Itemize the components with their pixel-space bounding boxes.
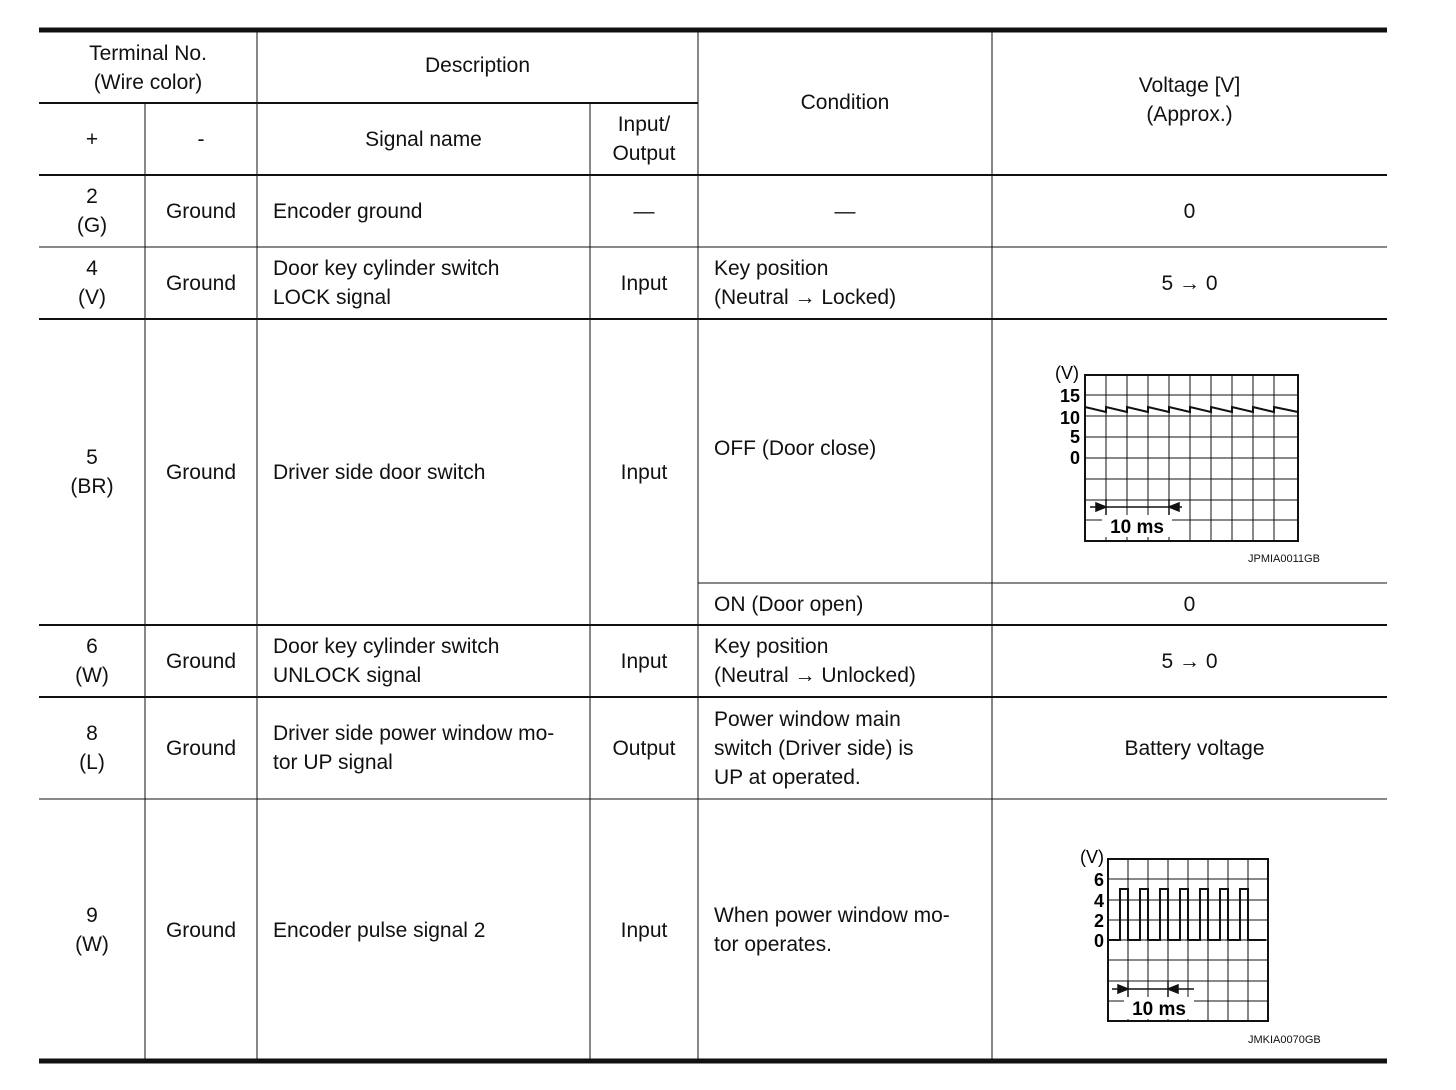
row-ground: Ground bbox=[165, 271, 237, 295]
waveform-unit: (V) bbox=[1080, 847, 1104, 867]
row-terminal: 2 (G) bbox=[76, 185, 108, 237]
waveform-tick: 0 bbox=[1069, 448, 1080, 468]
waveform-unit: (V) bbox=[1055, 363, 1079, 383]
header-description: Description bbox=[424, 53, 531, 77]
row-ground: Ground bbox=[165, 736, 237, 760]
row-condition: When power window mo- tor operates. bbox=[714, 904, 950, 956]
row-condition: — bbox=[834, 199, 856, 223]
row-voltage-2: 0 bbox=[1183, 592, 1196, 616]
row-condition: Power window main switch (Driver side) is UP at operated. bbox=[714, 707, 914, 789]
row-io: — bbox=[633, 199, 655, 223]
waveform-tick: 5 bbox=[1069, 427, 1080, 447]
row-terminal: 9 (W) bbox=[75, 904, 109, 956]
waveform-encoder-pulse bbox=[1068, 843, 1348, 1033]
row-signal: Door key cylinder switch LOCK signal bbox=[273, 257, 500, 309]
header-minus: - bbox=[197, 127, 205, 151]
waveform-door-switch bbox=[1040, 358, 1360, 573]
row-terminal: 4 (V) bbox=[78, 257, 106, 309]
waveform-timebase: 10 ms bbox=[1110, 517, 1164, 538]
figure-code: JMKIA0070GB bbox=[1248, 1034, 1321, 1046]
row-io: Output bbox=[612, 736, 676, 760]
waveform-trace bbox=[1108, 889, 1266, 940]
row-condition-2: ON (Door open) bbox=[714, 592, 864, 616]
row-condition: Key position (Neutral → Locked) bbox=[714, 257, 897, 309]
row-io: Input bbox=[620, 460, 668, 484]
row-signal: Encoder ground bbox=[273, 199, 423, 223]
row-signal: Driver side door switch bbox=[273, 460, 486, 484]
waveform-tick: 6 bbox=[1093, 870, 1104, 890]
header-terminal: Terminal No. (Wire color) bbox=[89, 41, 207, 94]
row-signal: Driver side power window mo- tor UP signal bbox=[273, 722, 555, 774]
header-voltage: Voltage [V] (Approx.) bbox=[1138, 74, 1241, 126]
row-voltage: 5 → 0 bbox=[1161, 271, 1218, 295]
row-ground: Ground bbox=[165, 460, 237, 484]
row-io: Input bbox=[620, 649, 668, 673]
waveform-tick: 2 bbox=[1093, 911, 1104, 931]
header-condition: Condition bbox=[800, 91, 890, 114]
row-io: Input bbox=[620, 271, 668, 295]
row-terminal: 5 (BR) bbox=[70, 446, 114, 498]
row-io: Input bbox=[620, 918, 668, 942]
row-ground: Ground bbox=[165, 199, 237, 223]
header-signal-name: Signal name bbox=[365, 127, 482, 151]
row-voltage: 5 → 0 bbox=[1161, 649, 1218, 673]
row-ground: Ground bbox=[165, 918, 237, 942]
waveform-tick: 0 bbox=[1093, 931, 1104, 951]
row-terminal: 8 (L) bbox=[79, 722, 105, 774]
row-signal: Encoder pulse signal 2 bbox=[273, 918, 486, 942]
header-input-output: Input/ Output bbox=[612, 113, 676, 165]
waveform-tick: 15 bbox=[1059, 386, 1080, 406]
waveform-trace bbox=[1085, 407, 1298, 412]
row-condition: OFF (Door close) bbox=[714, 436, 877, 460]
row-signal: Door key cylinder switch UNLOCK signal bbox=[273, 635, 500, 687]
row-terminal: 6 (W) bbox=[75, 635, 109, 687]
row-condition: Key position (Neutral → Unlocked) bbox=[714, 635, 916, 687]
waveform-tick: 10 bbox=[1059, 408, 1080, 428]
header-plus: + bbox=[85, 127, 99, 151]
waveform-timebase: 10 ms bbox=[1132, 999, 1186, 1020]
waveform-tick: 4 bbox=[1093, 891, 1104, 911]
row-voltage: 0 bbox=[1183, 199, 1196, 223]
row-ground: Ground bbox=[165, 649, 237, 673]
row-voltage: Battery voltage bbox=[1124, 736, 1265, 760]
figure-code: JPMIA0011GB bbox=[1248, 553, 1320, 565]
